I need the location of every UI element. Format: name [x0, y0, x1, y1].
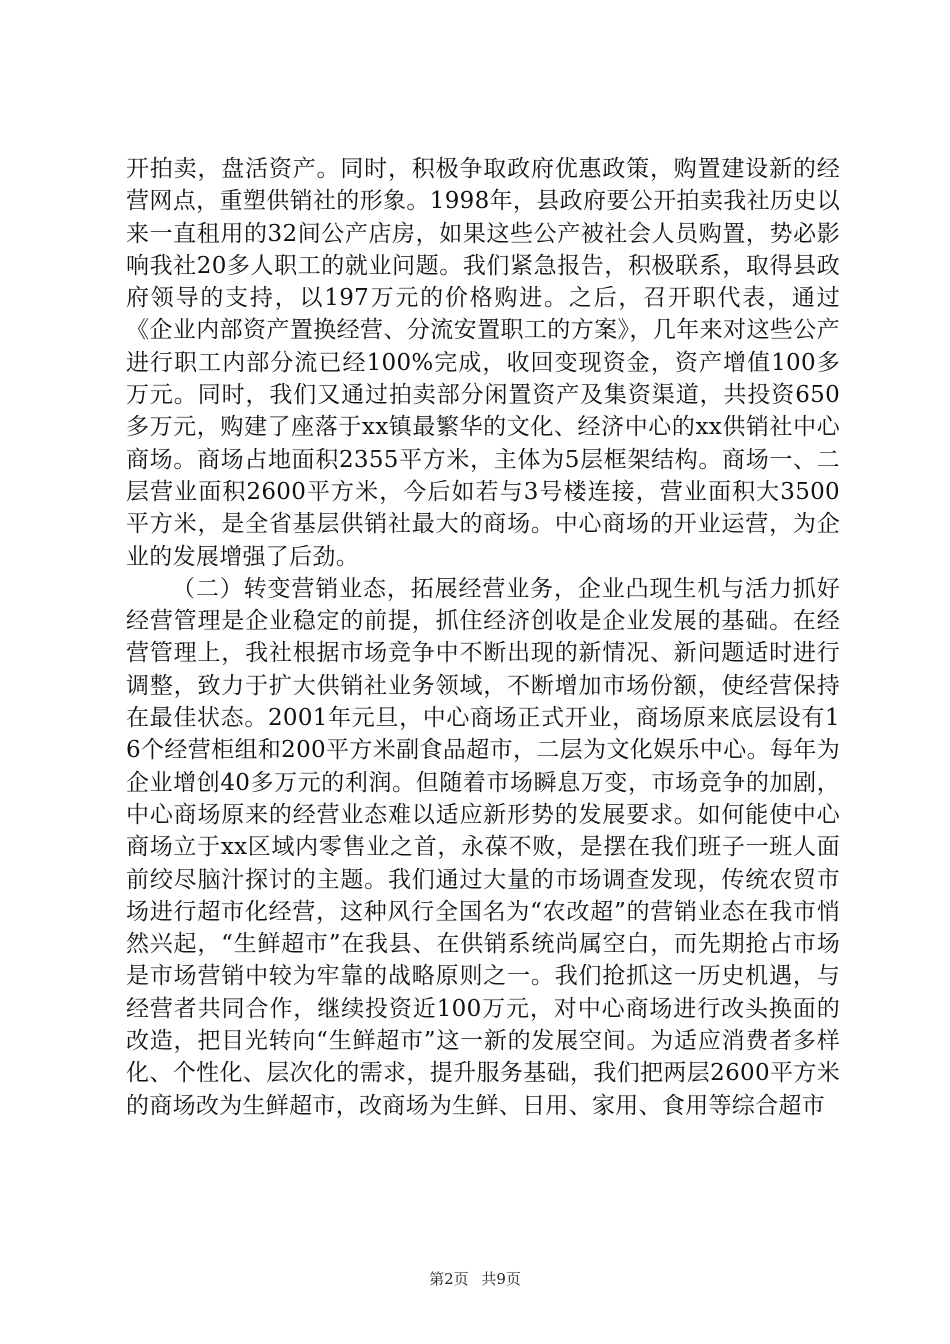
page-footer — [0, 1268, 950, 1289]
document-body — [126, 153, 840, 1122]
paragraph-asset-revitalization: 开拍卖，盘活资产。同时，积极争取政府优惠政策，购置建设新的经营网点，重塑供销社的形象。1998年，县政府要公开拍卖我社历史以来一直租用的32间公产店房，如果这些公产被社会人员购置，势必影响我社20多人职工的就业问题。我们紧急报告，积极联系，取得县政府领导的支持，以197万元的价格购进。之后，召开职代表，通过《企业内部资产置换经营、分流安置职工的方案》，几年来对这些公产进行职工内部分流已经100%完成，收回变现资金，资产增值100多万元。同时，我们又通过拍卖部分闲置资产及集资渠道，共投资650多万元，购建了座落于xx镇最繁华的文化、经济中心的xx供销社中心商场。商场占地面积2355平方米，主体为5层框架结构。商场一、二层营业面积2600平方米，今后如若与3号楼连接，营业面积大3500平方米，是全省基层供销社最大的商场。中心商场的开业运营，为企业的发展增强了后劲。 — [126, 156, 840, 570]
page-number-current: 第2页 — [429, 1270, 469, 1288]
paragraph-marketing-transformation: （二）转变营销业态，拓展经营业务，企业凸现生机与活力抓好经营管理是企业稳定的前提，抓住经济创收是企业发展的基础。在经营管理上，我社根据市场竞争中不断出现的新情况、新问题适时进行调整，致力于扩大供销社业务领域，不断增加市场份额，使经营保持在最佳状态。2001年元旦，中心商场正式开业，商场原来底层设有16个经营柜组和200平方米副食品超市，二层为文化娱乐中心。每年为企业增创40多万元的利润。但随着市场瞬息万变，市场竞争的加剧，中心商场原来的经营业态难以适应新形势的发展要求。如何能使中心商场立于xx区域内零售业之首，永葆不败，是摆在我们班子一班人面前绞尽脑汁探讨的主题。我们通过大量的市场调查发现，传统农贸市场进行超市化经营，这种风行全国名为“农改超”的营销业态在我市悄然兴起，“生鲜超市”在我县、在供销系统尚属空白，而先期抢占市场是市场营销中较为牢靠的战略原则之一。我们抢抓这一历史机遇，与经营者共同合作，继续投资近100万元，对中心商场进行改头换面的改造，把目光转向“生鲜超市”这一新的发展空间。为适应消费者多样化、个性化、层次化的需求，提升服务基础，我们把两层2600平方米的商场改为生鲜超市，改商场为生鲜、日用、家用、食用等综合超市 — [126, 575, 840, 1119]
page-number-total: 共9页 — [481, 1270, 521, 1288]
